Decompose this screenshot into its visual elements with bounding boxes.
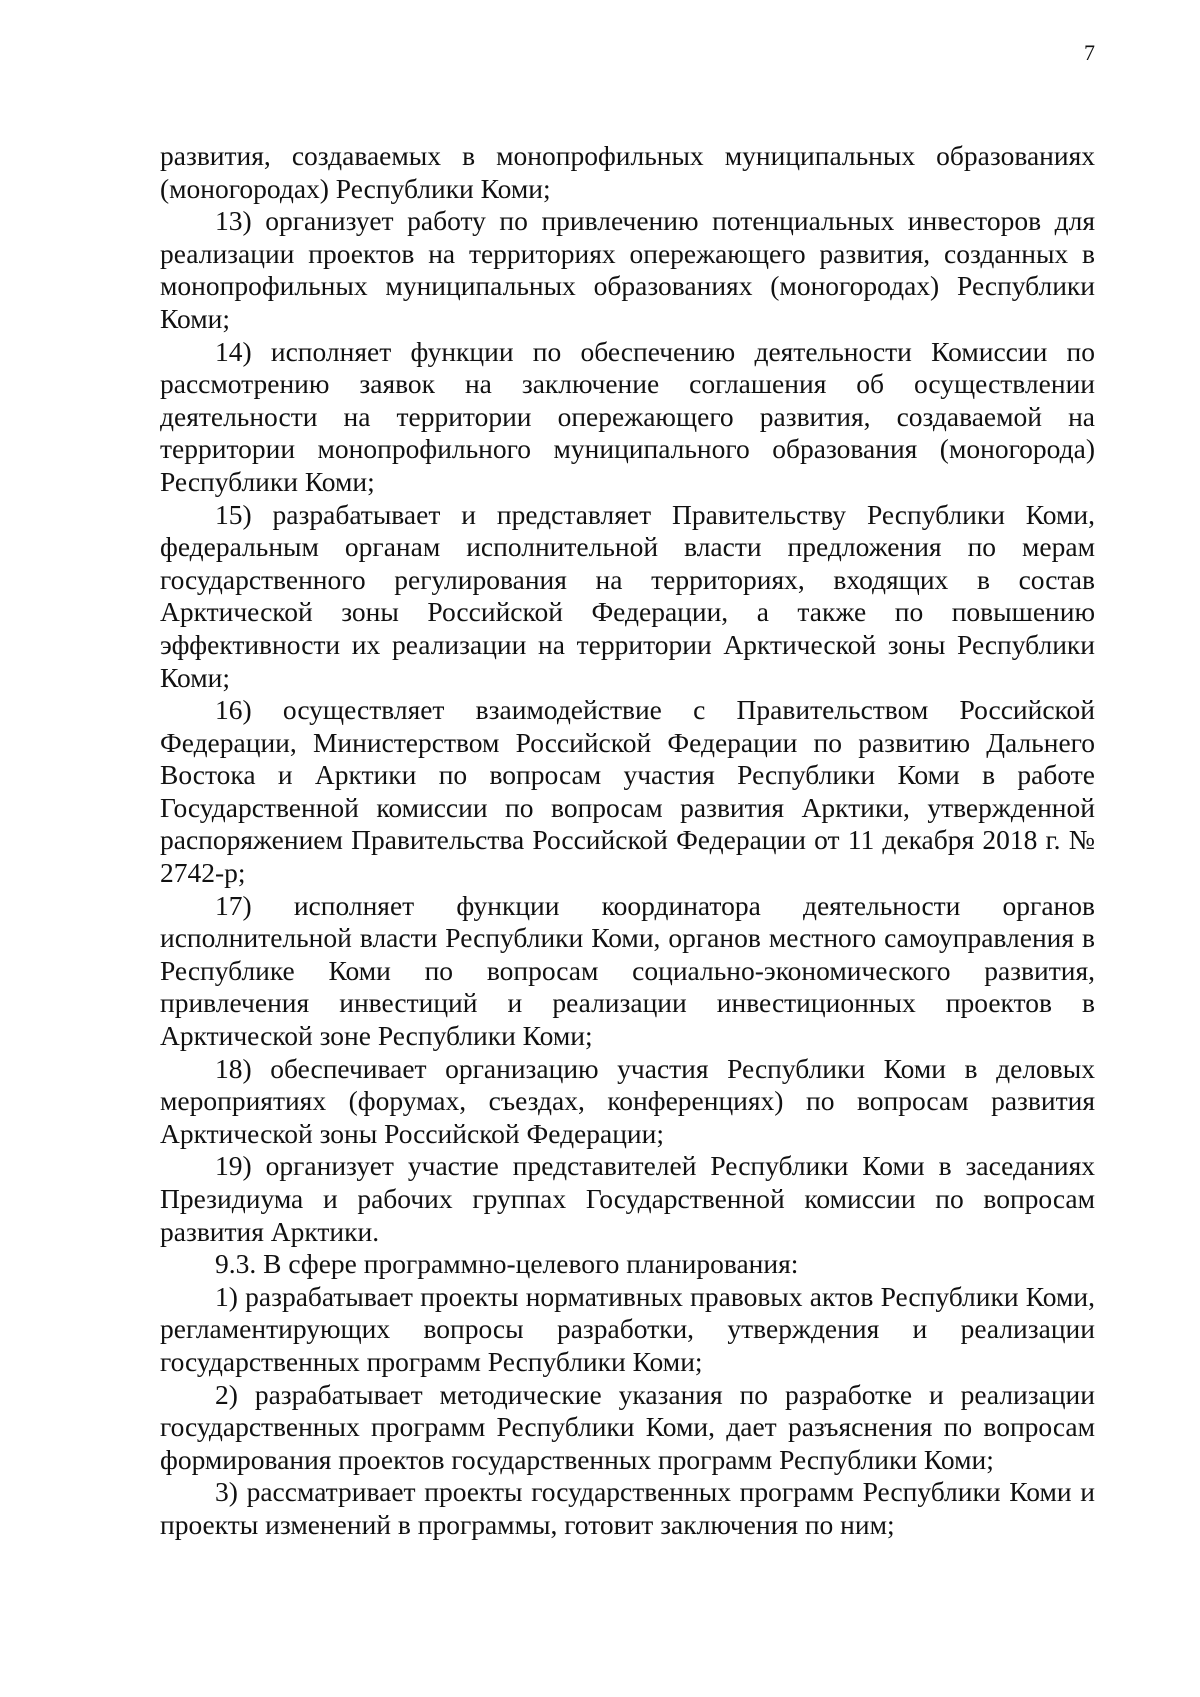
paragraph-item-16: 16) осуществляет взаимодействие с Правительством Российской Федерации, Министерством Российской Федерации по развитию Дальнего Востока и Арктики по вопросам участия Республики Коми в работе Государственной комиссии по вопросам развития Арктики, утвержденной распоряжением Правительства Российской Федерации от 11 декабря 2018 г. № 2742-р; — [160, 694, 1095, 889]
paragraph-item-1: 1) разрабатывает проекты нормативных правовых актов Республики Коми, регламентирующих вопросы разработки, утверждения и реализации государственных программ Республики Коми; — [160, 1280, 1095, 1377]
section-heading-9-3: 9.3. В сфере программно-целевого планирования: — [215, 1248, 799, 1280]
paragraph-item-18: 18) обеспечивает организацию участия Республики Коми в деловых мероприятиях (форумах, съездах, конференциях) по вопросам развития Арктической зоны Российской Федерации; — [160, 1052, 1095, 1149]
paragraph-item-15: 15) разрабатывает и представляет Правительству Республики Коми, федеральным органам исполнительной власти предложения по мерам государственного регулирования на территориях, входящих в состав Арктической зоны Российской Федерации, а также по повышению эффективности их реализации на территории Арктической зоны Республики Коми; — [160, 498, 1095, 693]
paragraph-item-14: 14) исполняет функции по обеспечению деятельности Комиссии по рассмотрению заявок на заключение соглашения об осуществлении деятельности на территории опережающего развития, создаваемой на территории монопрофильного муниципального образования (моногорода) Республики Коми; — [160, 335, 1095, 497]
paragraph-item-19: 19) организует участие представителей Республики Коми в заседаниях Президиума и рабочих группах Государственной комиссии по вопросам развития Арктики. — [160, 1150, 1095, 1247]
paragraph-item-2: 2) разрабатывает методические указания по разработке и реализации государственных программ Республики Коми, дает разъяснения по вопросам формирования проектов государственных программ Республики Коми; — [160, 1378, 1095, 1475]
paragraph-item-17: 17) исполняет функции координатора деятельности органов исполнительной власти Республики Коми, органов местного самоуправления в Республике Коми по вопросам социально-экономического развития, привлечения инвестиций и реализации инвестиционных проектов в Арктической зоне Республики Коми; — [160, 889, 1095, 1052]
page-number: 7 — [1084, 40, 1095, 65]
paragraph-continuation: развития, создаваемых в монопрофильных муниципальных образованиях (моногородах) Республики Коми; — [160, 140, 1095, 204]
paragraph-item-13: 13) организует работу по привлечению потенциальных инвесторов для реализации проектов на территориях опережающего развития, созданных в монопрофильных муниципальных образованиях (моногородах) Республики Коми; — [160, 205, 1095, 334]
document-body — [160, 140, 1095, 1542]
paragraph-item-3: 3) рассматривает проекты государственных программ Республики Коми и проекты изменений в программы, готовит заключения по ним; — [160, 1476, 1095, 1540]
